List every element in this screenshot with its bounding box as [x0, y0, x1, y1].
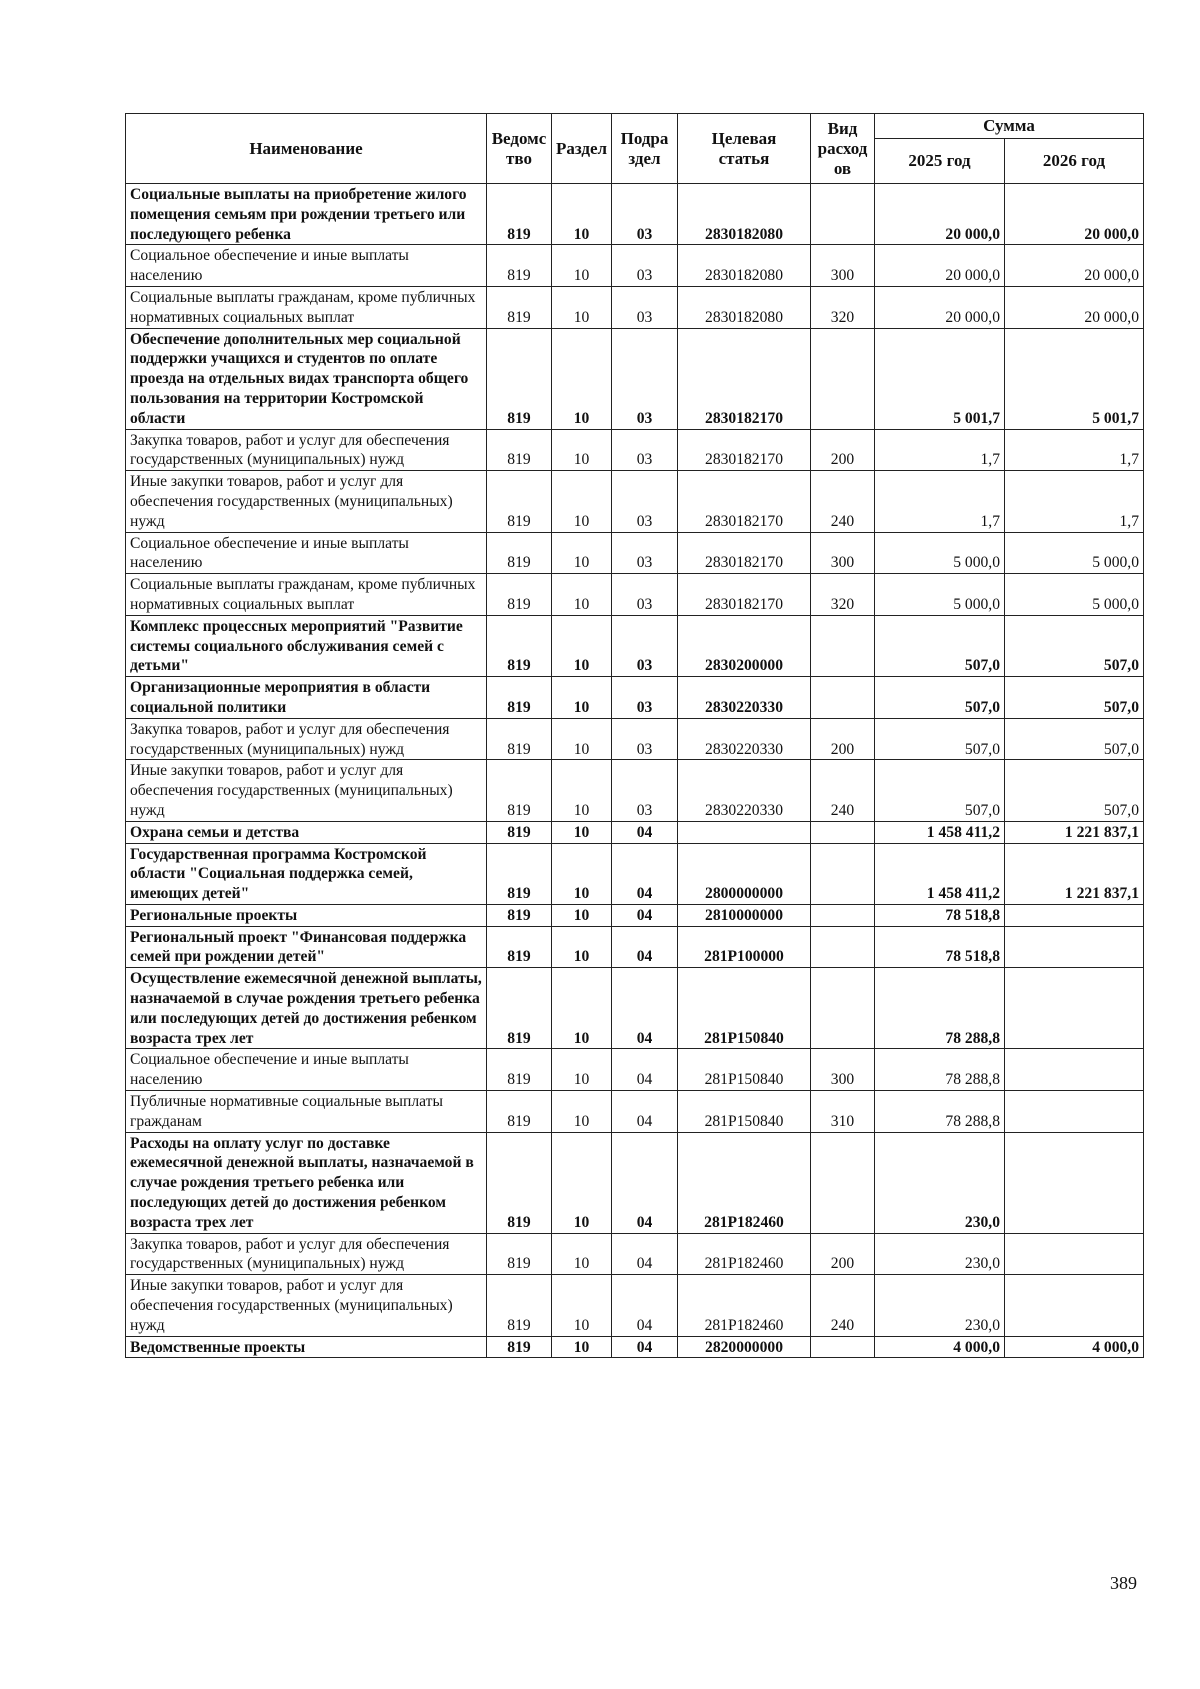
- header-vr-line1: Вид: [827, 118, 858, 138]
- row-amount-2025: 5 000,0: [875, 574, 1005, 616]
- row-name: Государственная программа Костромской области "Социальная поддержка семей, имеющих детей": [126, 843, 487, 904]
- row-article: [678, 821, 811, 843]
- row-subsection: 04: [612, 1132, 678, 1233]
- row-dept: 819: [487, 718, 552, 760]
- row-amount-2025: 230,0: [875, 1132, 1005, 1233]
- row-amount-2026: 1 221 837,1: [1005, 843, 1144, 904]
- row-dept: 819: [487, 471, 552, 532]
- row-subsection: 03: [612, 532, 678, 574]
- row-dept: 819: [487, 1336, 552, 1358]
- row-dept: 819: [487, 926, 552, 968]
- row-subsection: 04: [612, 843, 678, 904]
- row-article: 281P150840: [678, 968, 811, 1049]
- row-section: 10: [552, 532, 612, 574]
- row-amount-2026: [1005, 1233, 1144, 1275]
- row-amount-2026: [1005, 1049, 1144, 1091]
- row-amount-2025: 4 000,0: [875, 1336, 1005, 1358]
- row-expense-type: 240: [811, 471, 875, 532]
- row-amount-2025: 20 000,0: [875, 286, 1005, 328]
- table-row: [126, 286, 1144, 328]
- row-subsection: 03: [612, 718, 678, 760]
- row-article: 2820000000: [678, 1336, 811, 1358]
- row-expense-type: 240: [811, 760, 875, 821]
- header-article: [678, 114, 811, 184]
- row-amount-2025: 78 518,8: [875, 926, 1005, 968]
- row-article: 281P182460: [678, 1275, 811, 1336]
- row-section: 10: [552, 968, 612, 1049]
- row-name: Закупка товаров, работ и услуг для обеспечения государственных (муниципальных) нужд: [126, 429, 487, 471]
- row-name: Региональный проект "Финансовая поддержка семей при рождении детей": [126, 926, 487, 968]
- row-article: 281P100000: [678, 926, 811, 968]
- row-amount-2025: 1,7: [875, 429, 1005, 471]
- row-article: 2800000000: [678, 843, 811, 904]
- row-article: 281P150840: [678, 1049, 811, 1091]
- row-subsection: 03: [612, 429, 678, 471]
- row-name: Организационные мероприятия в области социальной политики: [126, 677, 487, 719]
- row-amount-2026: 5 000,0: [1005, 574, 1144, 616]
- row-subsection: 03: [612, 184, 678, 245]
- row-article: 2830182080: [678, 245, 811, 287]
- row-dept: 819: [487, 574, 552, 616]
- row-expense-type: 300: [811, 245, 875, 287]
- row-section: 10: [552, 677, 612, 719]
- row-name: Охрана семьи и детства: [126, 821, 487, 843]
- row-name: Социальные выплаты гражданам, кроме публичных нормативных социальных выплат: [126, 286, 487, 328]
- row-amount-2025: 78 288,8: [875, 1049, 1005, 1091]
- row-dept: 819: [487, 1275, 552, 1336]
- row-subsection: 04: [612, 821, 678, 843]
- header-dept: [487, 114, 552, 184]
- row-amount-2025: 1,7: [875, 471, 1005, 532]
- row-article: 2830220330: [678, 760, 811, 821]
- row-article: 281P182460: [678, 1233, 811, 1275]
- row-section: 10: [552, 286, 612, 328]
- row-section: 10: [552, 184, 612, 245]
- row-subsection: 03: [612, 677, 678, 719]
- row-name: Иные закупки товаров, работ и услуг для обеспечения государственных (муниципальных) нужд: [126, 1275, 487, 1336]
- row-name: Иные закупки товаров, работ и услуг для обеспечения государственных (муниципальных) нужд: [126, 760, 487, 821]
- row-article: 2830220330: [678, 718, 811, 760]
- header-vr-line2: расход: [817, 138, 868, 158]
- table-row: [126, 843, 1144, 904]
- row-amount-2025: 1 458 411,2: [875, 843, 1005, 904]
- row-amount-2025: 507,0: [875, 615, 1005, 676]
- row-amount-2025: 20 000,0: [875, 184, 1005, 245]
- row-section: 10: [552, 471, 612, 532]
- row-name: Комплекс процессных мероприятий "Развитие системы социального обслуживания семей с детьми": [126, 615, 487, 676]
- table-body: [126, 184, 1144, 1358]
- header-subsection-line2: здел: [628, 148, 661, 168]
- row-article: 2830182080: [678, 184, 811, 245]
- row-article: 2830182170: [678, 532, 811, 574]
- row-dept: 819: [487, 1049, 552, 1091]
- table-row: [126, 245, 1144, 287]
- row-dept: 819: [487, 429, 552, 471]
- row-article: 2810000000: [678, 904, 811, 926]
- row-expense-type: [811, 615, 875, 676]
- table-row: [126, 904, 1144, 926]
- table-row: [126, 1049, 1144, 1091]
- row-subsection: 03: [612, 574, 678, 616]
- row-article: 2830182170: [678, 471, 811, 532]
- row-name: Публичные нормативные социальные выплаты гражданам: [126, 1091, 487, 1133]
- row-dept: 819: [487, 968, 552, 1049]
- row-expense-type: [811, 1132, 875, 1233]
- row-name: Социальные выплаты гражданам, кроме публичных нормативных социальных выплат: [126, 574, 487, 616]
- header-year-2026: 2026 год: [1005, 139, 1144, 184]
- header-name: Наименование: [126, 114, 487, 184]
- row-dept: 819: [487, 904, 552, 926]
- row-amount-2026: 1 221 837,1: [1005, 821, 1144, 843]
- row-subsection: 03: [612, 328, 678, 429]
- row-expense-type: 240: [811, 1275, 875, 1336]
- row-name: Расходы на оплату услуг по доставке ежемесячной денежной выплаты, назначаемой в случае рождения третьего ребенка или последующих детей до достижения ребенком возраста трех лет: [126, 1132, 487, 1233]
- row-article: 2830200000: [678, 615, 811, 676]
- table-row: [126, 1233, 1144, 1275]
- row-expense-type: 200: [811, 718, 875, 760]
- row-section: 10: [552, 904, 612, 926]
- row-dept: 819: [487, 843, 552, 904]
- row-article: 281P150840: [678, 1091, 811, 1133]
- row-article: 2830220330: [678, 677, 811, 719]
- row-dept: 819: [487, 615, 552, 676]
- row-amount-2026: [1005, 1275, 1144, 1336]
- row-dept: 819: [487, 1233, 552, 1275]
- row-amount-2026: 20 000,0: [1005, 286, 1144, 328]
- row-section: 10: [552, 1233, 612, 1275]
- row-amount-2026: [1005, 1132, 1144, 1233]
- row-name: Иные закупки товаров, работ и услуг для обеспечения государственных (муниципальных) нужд: [126, 471, 487, 532]
- row-amount-2026: 5 001,7: [1005, 328, 1144, 429]
- row-dept: 819: [487, 184, 552, 245]
- row-name: Осуществление ежемесячной денежной выплаты, назначаемой в случае рождения третьего ребенка или последующих детей до достижения ребенком возраста трех лет: [126, 968, 487, 1049]
- row-amount-2026: 1,7: [1005, 471, 1144, 532]
- table-row: [126, 1091, 1144, 1133]
- row-dept: 819: [487, 245, 552, 287]
- row-amount-2026: 507,0: [1005, 615, 1144, 676]
- row-expense-type: 300: [811, 1049, 875, 1091]
- row-expense-type: [811, 677, 875, 719]
- row-amount-2026: 507,0: [1005, 677, 1144, 719]
- table-row: [126, 429, 1144, 471]
- row-amount-2025: 78 288,8: [875, 1091, 1005, 1133]
- row-amount-2025: 230,0: [875, 1233, 1005, 1275]
- header-subsection: [612, 114, 678, 184]
- row-expense-type: [811, 968, 875, 1049]
- row-expense-type: [811, 1336, 875, 1358]
- row-section: 10: [552, 821, 612, 843]
- row-amount-2026: 507,0: [1005, 760, 1144, 821]
- row-amount-2025: 78 518,8: [875, 904, 1005, 926]
- row-section: 10: [552, 245, 612, 287]
- row-subsection: 04: [612, 1336, 678, 1358]
- row-section: 10: [552, 1336, 612, 1358]
- row-section: 10: [552, 843, 612, 904]
- row-section: 10: [552, 926, 612, 968]
- header-section: Раздел: [552, 114, 612, 184]
- row-amount-2025: 230,0: [875, 1275, 1005, 1336]
- row-expense-type: 320: [811, 286, 875, 328]
- row-dept: 819: [487, 677, 552, 719]
- row-section: 10: [552, 1132, 612, 1233]
- row-amount-2026: 20 000,0: [1005, 245, 1144, 287]
- row-amount-2025: 78 288,8: [875, 968, 1005, 1049]
- row-expense-type: [811, 926, 875, 968]
- row-amount-2025: 507,0: [875, 677, 1005, 719]
- row-subsection: 04: [612, 1049, 678, 1091]
- table-row: [126, 532, 1144, 574]
- row-expense-type: [811, 904, 875, 926]
- table-row: [126, 821, 1144, 843]
- row-amount-2026: [1005, 968, 1144, 1049]
- header-sum: Сумма: [875, 114, 1144, 139]
- table-row: [126, 718, 1144, 760]
- row-name: Закупка товаров, работ и услуг для обеспечения государственных (муниципальных) нужд: [126, 718, 487, 760]
- table-row: [126, 968, 1144, 1049]
- row-subsection: 03: [612, 245, 678, 287]
- row-section: 10: [552, 328, 612, 429]
- row-article: 2830182170: [678, 574, 811, 616]
- row-subsection: 04: [612, 968, 678, 1049]
- row-subsection: 04: [612, 1091, 678, 1133]
- row-amount-2025: 507,0: [875, 718, 1005, 760]
- row-expense-type: 200: [811, 429, 875, 471]
- row-section: 10: [552, 574, 612, 616]
- row-dept: 819: [487, 286, 552, 328]
- row-article: 2830182170: [678, 328, 811, 429]
- row-subsection: 04: [612, 926, 678, 968]
- row-amount-2025: 1 458 411,2: [875, 821, 1005, 843]
- row-subsection: 04: [612, 1275, 678, 1336]
- row-dept: 819: [487, 328, 552, 429]
- budget-table: [125, 113, 1144, 1358]
- row-name: Социальное обеспечение и иные выплаты населению: [126, 532, 487, 574]
- row-section: 10: [552, 718, 612, 760]
- row-article: 2830182170: [678, 429, 811, 471]
- table-row: [126, 574, 1144, 616]
- header-year-2025: 2025 год: [875, 139, 1005, 184]
- row-amount-2026: [1005, 904, 1144, 926]
- row-section: 10: [552, 1049, 612, 1091]
- header-article-line1: Целевая: [711, 128, 777, 148]
- row-amount-2025: 20 000,0: [875, 245, 1005, 287]
- table-row: [126, 1132, 1144, 1233]
- table-row: [126, 615, 1144, 676]
- row-amount-2026: 5 000,0: [1005, 532, 1144, 574]
- row-section: 10: [552, 1275, 612, 1336]
- row-article: 281P182460: [678, 1132, 811, 1233]
- page-number: 389: [1110, 1573, 1137, 1593]
- header-subsection-line1: Подра: [620, 128, 669, 148]
- row-section: 10: [552, 429, 612, 471]
- row-name: Обеспечение дополнительных мер социальной поддержки учащихся и студентов по оплате проезда на отдельных видах транспорта общего пользования на территории Костромской области: [126, 328, 487, 429]
- row-section: 10: [552, 1091, 612, 1133]
- row-expense-type: 200: [811, 1233, 875, 1275]
- row-section: 10: [552, 760, 612, 821]
- header-article-line2: статья: [718, 148, 770, 168]
- row-name: Социальное обеспечение и иные выплаты населению: [126, 1049, 487, 1091]
- row-dept: 819: [487, 532, 552, 574]
- row-expense-type: [811, 843, 875, 904]
- table-row: [126, 926, 1144, 968]
- row-name: Социальное обеспечение и иные выплаты населению: [126, 245, 487, 287]
- row-expense-type: 320: [811, 574, 875, 616]
- row-expense-type: [811, 328, 875, 429]
- row-subsection: 04: [612, 1233, 678, 1275]
- row-subsection: 04: [612, 904, 678, 926]
- table-row: [126, 471, 1144, 532]
- row-amount-2026: 507,0: [1005, 718, 1144, 760]
- header-expense-type: [811, 114, 875, 184]
- row-subsection: 03: [612, 615, 678, 676]
- row-dept: 819: [487, 1132, 552, 1233]
- row-expense-type: [811, 821, 875, 843]
- row-name: Закупка товаров, работ и услуг для обеспечения государственных (муниципальных) нужд: [126, 1233, 487, 1275]
- row-amount-2026: 1,7: [1005, 429, 1144, 471]
- row-amount-2025: 5 000,0: [875, 532, 1005, 574]
- row-dept: 819: [487, 760, 552, 821]
- row-expense-type: 300: [811, 532, 875, 574]
- row-expense-type: [811, 184, 875, 245]
- row-name: Региональные проекты: [126, 904, 487, 926]
- table-row: [126, 184, 1144, 245]
- row-section: 10: [552, 615, 612, 676]
- table-row: [126, 328, 1144, 429]
- row-amount-2025: 5 001,7: [875, 328, 1005, 429]
- table-row: [126, 677, 1144, 719]
- row-amount-2025: 507,0: [875, 760, 1005, 821]
- row-subsection: 03: [612, 286, 678, 328]
- table-row: [126, 760, 1144, 821]
- row-amount-2026: 4 000,0: [1005, 1336, 1144, 1358]
- header-vr-line3: ов: [833, 158, 852, 178]
- row-subsection: 03: [612, 760, 678, 821]
- row-dept: 819: [487, 1091, 552, 1133]
- table-row: [126, 1275, 1144, 1336]
- row-subsection: 03: [612, 471, 678, 532]
- row-amount-2026: 20 000,0: [1005, 184, 1144, 245]
- header-dept-line2: тво: [506, 148, 532, 168]
- row-dept: 819: [487, 821, 552, 843]
- row-name: Ведомственные проекты: [126, 1336, 487, 1358]
- table-row: [126, 1336, 1144, 1358]
- row-amount-2026: [1005, 1091, 1144, 1133]
- row-amount-2026: [1005, 926, 1144, 968]
- row-name: Социальные выплаты на приобретение жилого помещения семьям при рождении третьего или последующего ребенка: [126, 184, 487, 245]
- row-expense-type: 310: [811, 1091, 875, 1133]
- row-article: 2830182080: [678, 286, 811, 328]
- header-dept-line1: Ведомс: [491, 128, 547, 148]
